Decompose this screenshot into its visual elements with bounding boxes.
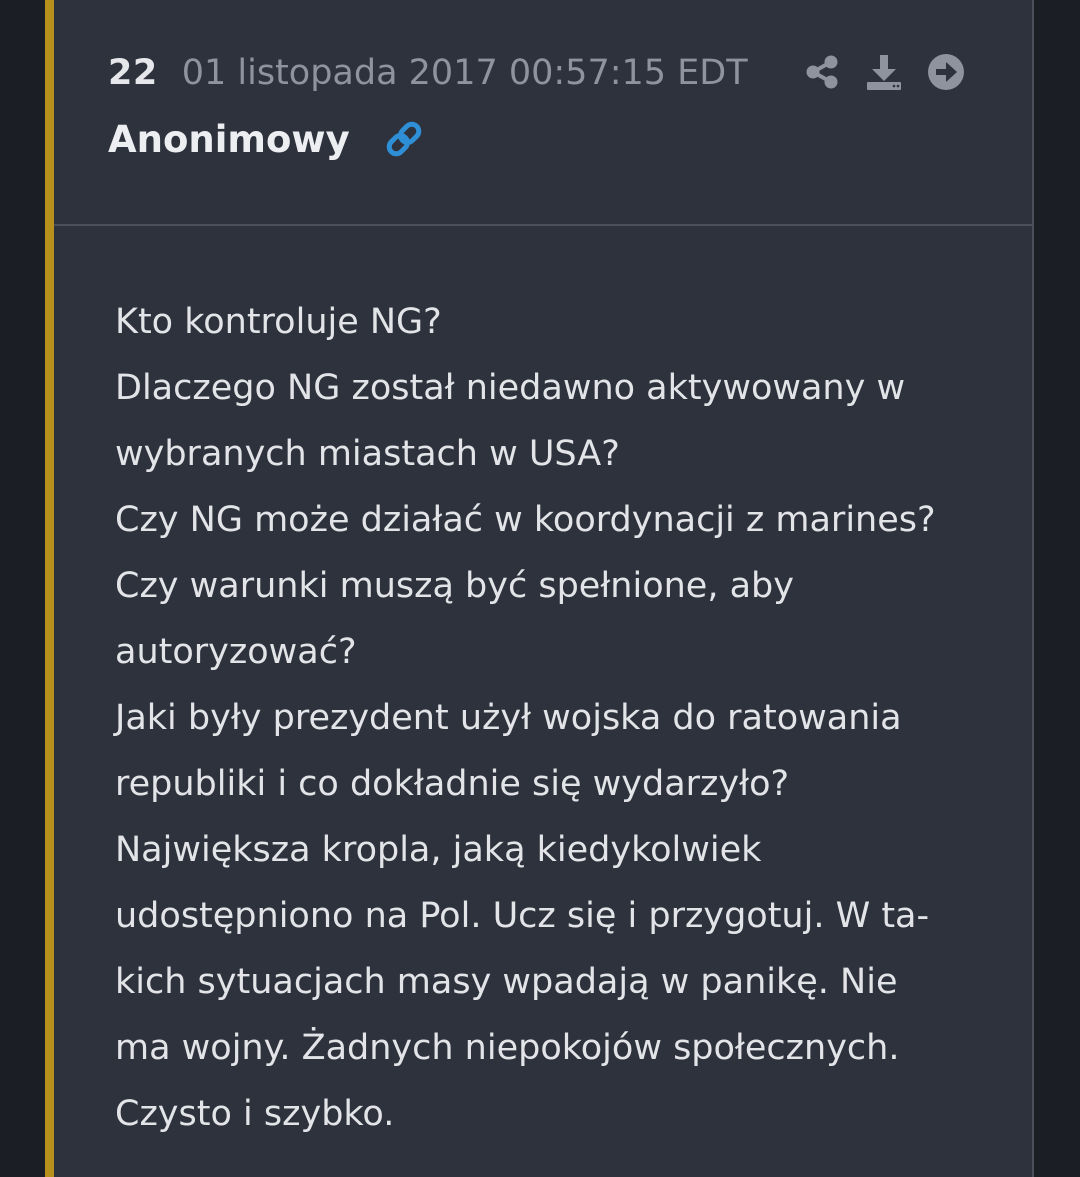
post-card: [54, 0, 1034, 1177]
link-icon[interactable]: [382, 117, 426, 161]
post-line: kich sytuacjach masy wpadają w panikę. Nie: [115, 962, 898, 1002]
post-line: Jaki były prezydent użył wojska do ratowania: [115, 698, 902, 738]
post-actions: [802, 50, 988, 94]
arrow-circle-right-icon[interactable]: [926, 52, 966, 92]
post-line: Największa kropla, jaką kiedykolwiek: [115, 830, 762, 870]
post-meta: [108, 50, 748, 96]
post-line: autoryzować?: [115, 632, 357, 672]
author-name: Anonimowy: [108, 117, 350, 161]
share-icon[interactable]: [802, 52, 842, 92]
author-row: [108, 114, 426, 164]
post-line: Czysto i szybko.: [115, 1094, 395, 1134]
post-line: republiki i co dokładnie się wydarzyło?: [115, 764, 790, 804]
post-line: Kto kontroluje NG?: [115, 302, 442, 342]
post-number: 22: [108, 53, 158, 93]
post-line: udostępniono na Pol. Ucz się i przygotuj. W ta-: [115, 896, 930, 936]
post-date: 01 listopada 2017 00:57:15 EDT: [181, 53, 748, 93]
post-body: [115, 289, 995, 1147]
post-line: Czy NG może działać w koordynacji z marines?: [115, 500, 936, 540]
post-line: ma wojny. Żadnych niepokojów społecznych.: [115, 1028, 900, 1068]
post-header: [54, 0, 1032, 226]
post-line: Czy warunki muszą być spełnione, aby: [115, 566, 794, 606]
accent-bar: [45, 0, 54, 1177]
download-icon[interactable]: [864, 52, 904, 92]
post-line: wybranych miastach w USA?: [115, 434, 620, 474]
post-line: Dlaczego NG został niedawno aktywowany w: [115, 368, 906, 408]
